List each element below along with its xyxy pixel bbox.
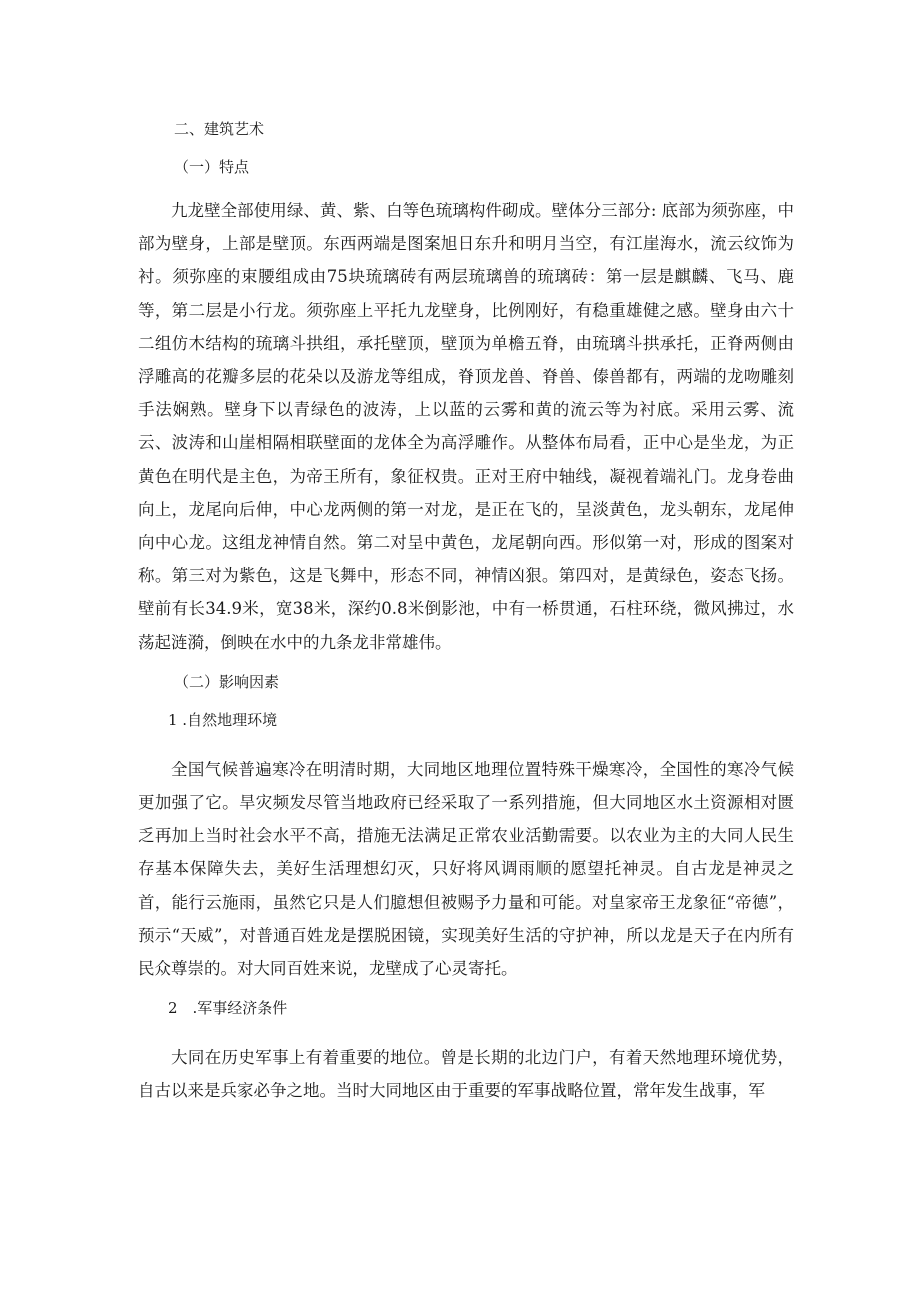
spacer: [138, 985, 794, 997]
subsection-heading: （一）特点: [174, 158, 250, 176]
paragraph: 大同在历史军事上有着重要的地位。曾是长期的北边门户，有着天然地理环境优势，自古以来是兵家必争之地。当时大同地区由于重要的军事战略位置，常年发生战事，军: [138, 1048, 794, 1101]
spacer: [138, 659, 794, 671]
subsection-heading: （二）影响因素: [174, 672, 280, 691]
document-body: [138, 118, 794, 1108]
sub-subsection-heading: 2 .军事经济条件: [168, 999, 288, 1018]
paragraph: 九龙壁全部使用绿、黄、紫、白等色琉璃构件砌成。壁体分三部分: 底部为须弥座，中部为壁身，上部是壁顶。东西两端是图案旭日东升和明月当空，有江崖海水，流云纹饰为衬。须弥座的束腰组成由75块琉璃砖有两层琉璃兽的琉璃砖：第一层是麒麟、飞马、鹿等，第二层是小行龙。须弥座上平托九龙壁身，比例刚好，有稳重雄健之感。壁身由六十二组仿木结构的琉璃斗拱组，承托壁顶，壁顶为单檐五脊，由琉璃斗拱承托，正脊两侧由浮雕高的花瓣多层的花朵以及游龙等组成，脊顶龙兽、脊兽、傣兽都有，两端的龙吻雕刻手法娴熟。壁身下以青绿色的波涛，上以蓝的云雾和黄的流云等为衬底。采用云雾、流云、波涛和山崖相隔相联壁面的龙体全为高浮雕作。从整体布局看，正中心是坐龙，为正黄色在明代是主色，为帝王所有，象征权贵。正对王府中轴线，凝视着端礼门。龙身卷曲向上，龙尾向后伸，中心龙两侧的第一对龙，是正在飞的，呈淡黄色，龙头朝东，龙尾伸向中心龙。这组龙神情自然。第二对呈中黄色，龙尾朝向西。形似第一对，形成的图案对称。第三对为紫色，这是飞舞中，形态不同，神情凶狠。第四对，是黄绿色，姿态飞扬。壁前有长34.9米，宽38米，深约0.8米倒影池，中有一桥贯通，石柱环绕，微风拂过，水荡起涟漪，倒映在水中的九条龙非常雄伟。: [138, 201, 794, 652]
section-heading: 二、建筑艺术: [174, 120, 265, 138]
paragraph: 全国气候普遍寒冷在明清时期，大同地区地理位置特殊干燥寒冷，全国性的寒冷气候更加强了它。旱灾频发尽管当地政府已经采取了一系列措施，但大同地区水土资源相对匮乏再加上当时社会水平不高，措施无法满足正常农业活勤需要。以农业为主的大同人民生存基本保障失去，美好生活理想幻灭，只好将风调雨顺的愿望托神灵。自古龙是神灵之首，能行云施雨，虽然它只是人们臆想但被赐予力量和可能。对皇家帝王龙象征“帝德”，预示“天威”，对普通百姓龙是摆脱困镜，实现美好生活的守护神，所以龙是天子在内所有民众尊崇的。对大同百姓来说，龙壁成了心灵寄托。: [138, 759, 794, 979]
sub-subsection-heading: 1 .自然地理环境: [168, 710, 278, 729]
